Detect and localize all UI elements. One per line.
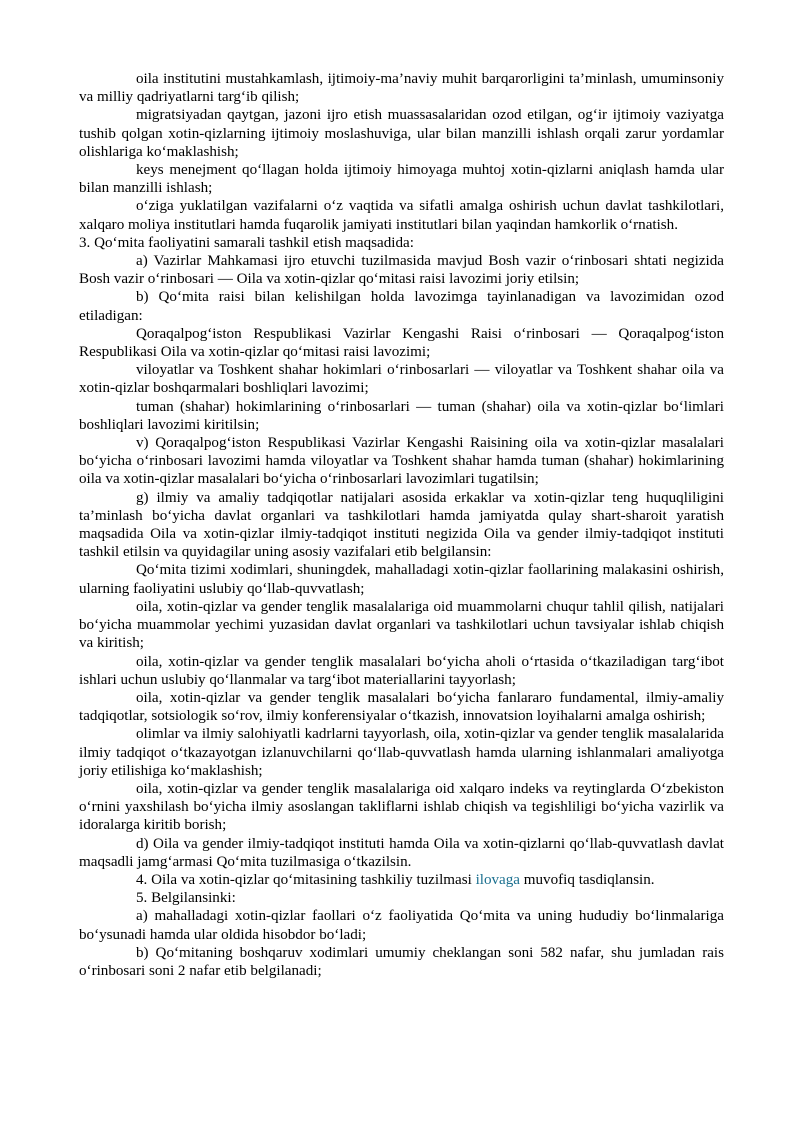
section-heading-3: 3. Qo‘mita faoliyatini samarali tashkil etish maqsadida: — [79, 234, 414, 251]
appendix-link[interactable]: ilovaga — [475, 871, 520, 888]
paragraph-text: 4. Oila va xotin-qizlar qo‘mitasining tashkiliy tuzilmasi — [136, 871, 476, 888]
paragraph: oila, xotin-qizlar va gender tenglik masalalari bo‘yicha fanlararo fundamental, ilmiy-amaliy tadqiqotlar, sotsiologik so‘rov, ilmiy konferensiyalar o‘tkazish, innovatsion loyihalarni amalga oshirish; — [79, 689, 724, 725]
paragraph: Qo‘mita tizimi xodimlari, shuningdek, mahalladagi xotin-qizlar faollarining malakasini oshirish, ularning faoliyatini uslubiy qo‘llab-quvvatlash; — [79, 562, 724, 597]
paragraph: g) ilmiy va amaliy tadqiqotlar natijalari asosida erkaklar va xotin-qizlar teng huquqliligini ta’minlash bo‘yicha davlat organlari va tashkilotlari hamda jamiyatda qulay shart-sharoit yaratish maqsadida Oila va xotin-qizlar ilmiy-tadqiqot instituti negizida Oila va gender ilmiy-tadqiqot instituti tashkil etilsin va quyidagilar uning asosiy vazifalari etib belgilansin: — [79, 489, 724, 561]
paragraph: o‘ziga yuklatilgan vazifalarni o‘z vaqtida va sifatli amalga oshirish uchun davlat tashkilotlari, xalqaro moliya institutlari hamda fuqarolik jamiyati institutlari bilan yaqindan hamkorlik o‘rnatish. — [79, 198, 724, 233]
paragraph: olimlar va ilmiy salohiyatli kadrlarni tayyorlash, oila, xotin-qizlar va gender tenglik masalalarida ilmiy tadqiqot o‘tkazayotgan izlanuvchilarni qo‘llab-quvvatlash hamda ularning ishlanmalari amaliyotga joriy etilishiga ko‘maklashish; — [79, 726, 724, 779]
paragraph: b) Qo‘mitaning boshqaruv xodimlari umumiy cheklangan soni 582 nafar, shu jumladan rais o‘rinbosari soni 2 nafar etib belgilanadi; — [79, 944, 724, 979]
paragraph: oila institutini mustahkamlash, ijtimoiy-ma’naviy muhit barqarorligini ta’minlash, umuminsoniy va milliy qadriyatlarni targ‘ib qilish; — [79, 71, 724, 106]
section-heading-5: 5. Belgilansinki: — [136, 890, 236, 907]
paragraph: tuman (shahar) hokimlarining o‘rinbosarlari — tuman (shahar) oila va xotin-qizlar bo‘limlari boshliqlari lavozimi kiritilsin; — [79, 398, 724, 433]
paragraph: Qoraqalpog‘iston Respublikasi Vazirlar Kengashi Raisi o‘rinbosari — Qoraqalpog‘iston Respublikasi Oila va xotin-qizlar qo‘mitasi raisi lavozimi; — [79, 325, 724, 361]
paragraph: d) Oila va gender ilmiy-tadqiqot instituti hamda Oila va xotin-qizlarni qo‘llab-quvvatlash davlat maqsadli jamg‘armasi Qo‘mita tuzilmasiga o‘tkazilsin. — [79, 835, 724, 870]
paragraph-text: muvofiq tasdiqlansin. — [520, 871, 655, 888]
paragraph: v) Qoraqalpog‘iston Respublikasi Vazirlar Kengashi Raisining oila va xotin-qizlar masalalari bo‘yicha o‘rinbosari lavozimi hamda viloyatlar va Toshkent shahar hamda tuman (shahar) hokimlarining oila va xotin-qizlar masalalari bo‘yicha o‘rinbosarlari lavozimlari tugatilsin; — [79, 435, 724, 488]
paragraph: oila, xotin-qizlar va gender tenglik masalalariga oid xalqaro indeks va reytinglarda O‘zbekiston o‘rnini yaxshilash bo‘yicha ilmiy asoslangan takliflarni ishlab chiqish va tegishliligi bo‘yicha vazirlik va idoralarga kiritib borish; — [79, 780, 724, 834]
paragraph: a) mahalladagi xotin-qizlar faollari o‘z faoliyatida Qo‘mita va uning hududiy bo‘linmalariga bo‘ysunadi hamda ular oldida hisobdor bo‘ladi; — [79, 908, 724, 943]
paragraph-with-link — [79, 871, 724, 889]
paragraph: migratsiyadan qaytgan, jazoni ijro etish muassasalaridan ozod etilgan, og‘ir ijtimoiy vaziyatga tushib qolgan xotin-qizlarning ijtimoiy moslashuviga, ular bilan manzilli ishlash orqali zarur yordamlar olishlariga ko‘maklashish; — [79, 107, 724, 160]
paragraph: viloyatlar va Toshkent shahar hokimlari o‘rinbosarlari — viloyatlar va Toshkent shahar oila va xotin-qizlar boshqarmalari boshliqlari lavozimi; — [79, 362, 724, 397]
document-page — [79, 70, 724, 980]
paragraph: b) Qo‘mita raisi bilan kelishilgan holda lavozimga tayinlanadigan va lavozimidan ozod etiladigan: — [79, 289, 724, 324]
paragraph: a) Vazirlar Mahkamasi ijro etuvchi tuzilmasida mavjud Bosh vazir o‘rinbosari shtati negizida Bosh vazir o‘rinbosari — Oila va xotin-qizlar qo‘mitasi raisi lavozimi joriy etilsin; — [79, 253, 724, 288]
paragraph: oila, xotin-qizlar va gender tenglik masalalari bo‘yicha aholi o‘rtasida o‘tkaziladigan targ‘ibot ishlari uchun uslubiy qo‘llanmalar va targ‘ibot materiallarini tayyorlash; — [79, 653, 724, 688]
paragraph: oila, xotin-qizlar va gender tenglik masalalariga oid muammolarni chuqur tahlil qilish, natijalari bo‘yicha muammolar yechimi yuzasidan davlat organlari va tashkilotlari uchun tavsiyalar ishlab chiqish va kiritish; — [79, 598, 724, 652]
paragraph: keys menejment qo‘llagan holda ijtimoiy himoyaga muhtoj xotin-qizlarni aniqlash hamda ular bilan manzilli ishlash; — [79, 162, 724, 197]
